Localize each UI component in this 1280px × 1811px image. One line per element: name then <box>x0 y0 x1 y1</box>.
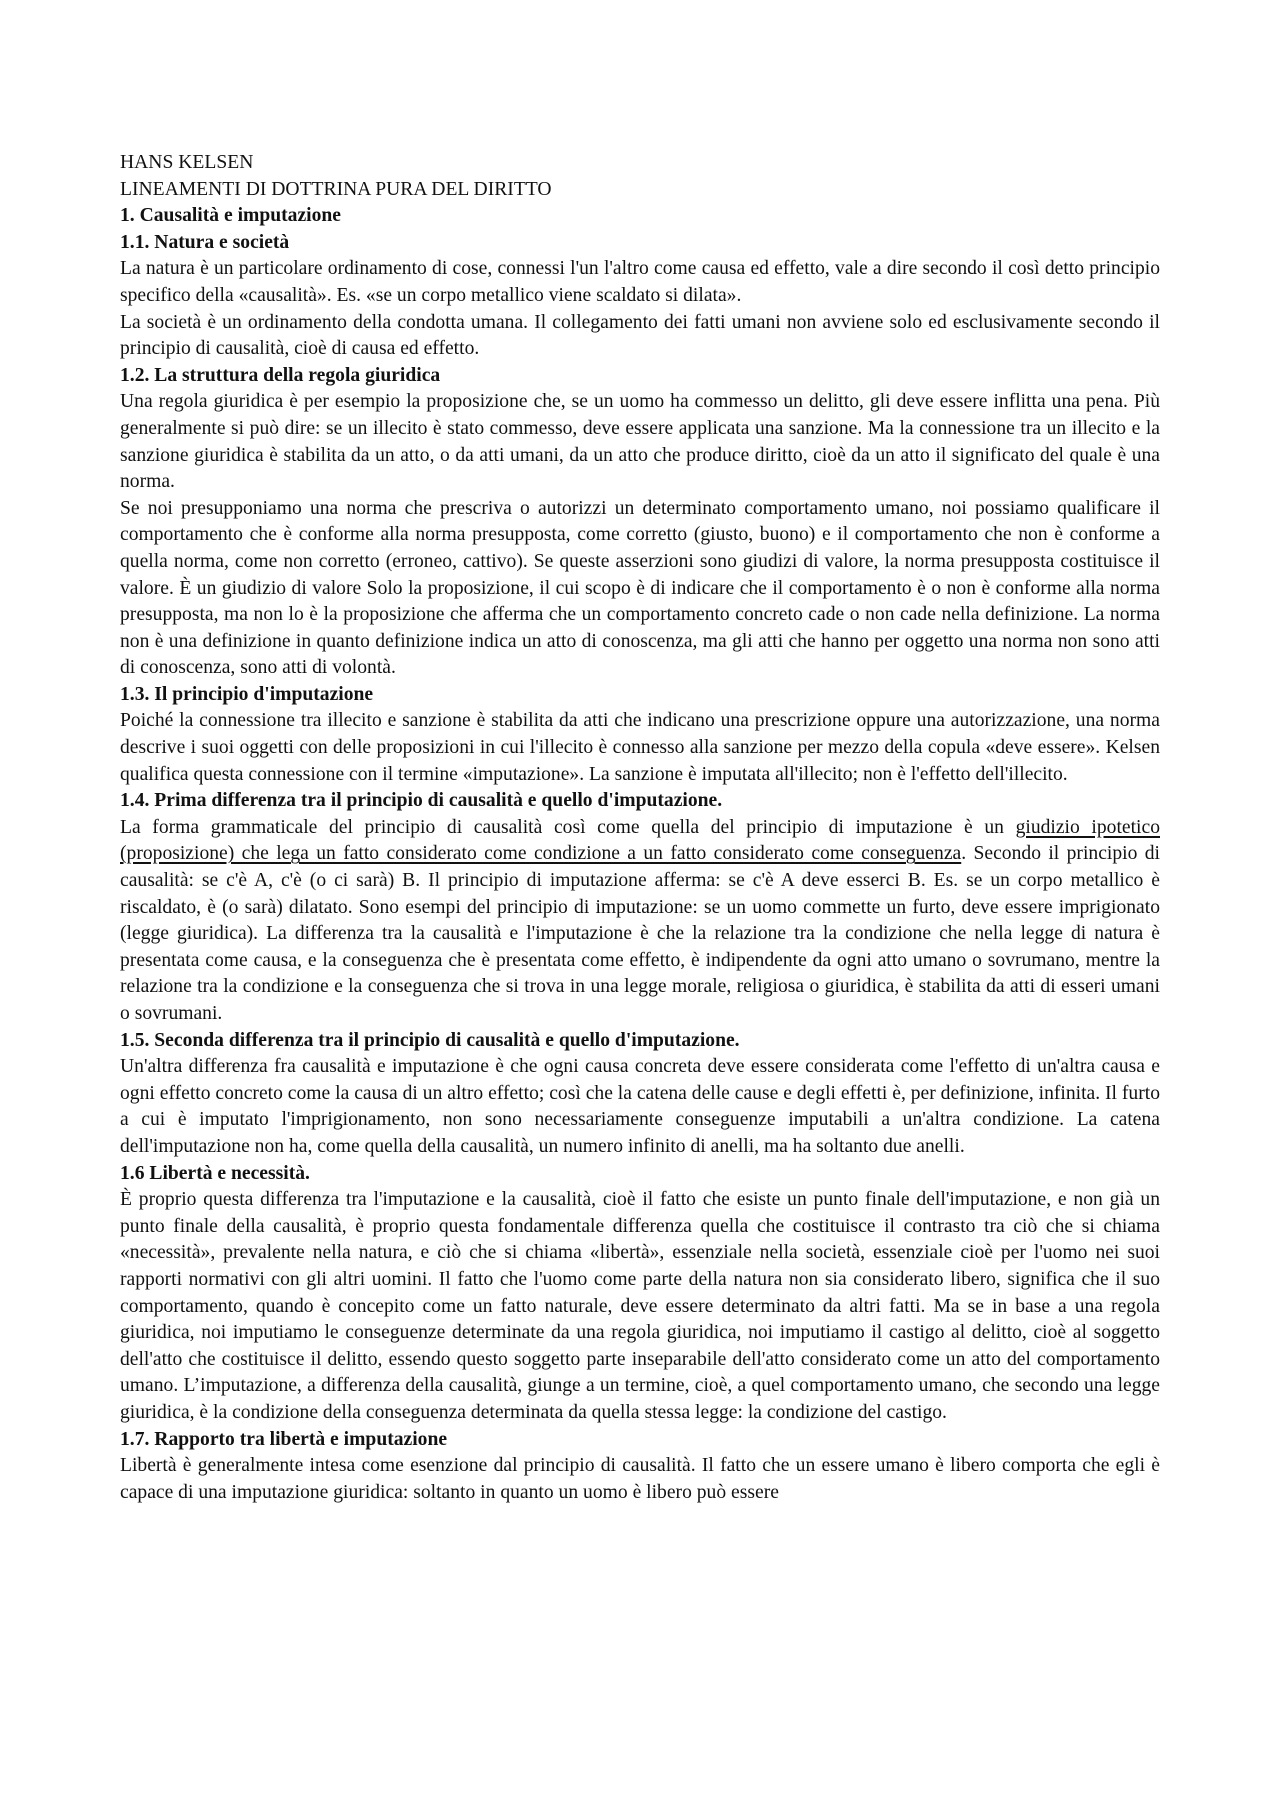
document-title: LINEAMENTI DI DOTTRINA PURA DEL DIRITTO <box>120 178 552 200</box>
paragraph-text: La forma grammaticale del principio di causalità così come quella del principio di imputazione è un <box>120 816 1016 838</box>
paragraph: La società è un ordinamento della condotta umana. Il collegamento dei fatti umani non avviene solo ed esclusivamente secondo il principio di causalità, cioè di causa ed effetto. <box>120 311 1160 360</box>
paragraph: Un'altra differenza fra causalità e imputazione è che ogni causa concreta deve essere considerata come l'effetto di un'altra causa e ogni effetto concreto come la causa di un altro effetto; così che la catena delle cause e degli effetti è, per definizione, infinita. Il furto a cui è imputato l'imprigionamento, non sono necessariamente conseguenze imputabili a un'altra condizione. La catena dell'imputazione non ha, come quella della causalità, un numero infinito di anelli, ma ha soltanto due anelli. <box>120 1056 1160 1157</box>
section-heading-1-3: 1.3. Il principio d'imputazione <box>120 683 374 705</box>
paragraph <box>120 815 1160 1028</box>
paragraph-text: . Secondo il principio di causalità: se c'è A, c'è (o ci sarà) B. Il principio di imputazione afferma: se c'è A deve esserci B. Es. se un corpo metallico è riscaldato, è (o sarà) dilatato. Sono esempi del principio di imputazione: se un uomo commette un furto, deve essere imprigionato (legge giuridica). La differenza tra la causalità e l'imputazione è che la relazione tra la condizione che nella legge di natura è presentata come causa, e la conseguenza che è presentata come effetto, è indipendente da ogni atto umano o sovrumano, mentre la relazione tra la condizione e la conseguenza che si trova in una legge morale, religiosa o giuridica, è stabilita da atti di esseri umani o sovrumani. <box>120 843 1160 1024</box>
paragraph: Poiché la connessione tra illecito e sanzione è stabilita da atti che indicano una prescrizione oppure una autorizzazione, una norma descrive i suoi oggetti con delle proposizioni in cui l'illecito è connesso alla sanzione per mezzo della copula «deve essere». Kelsen qualifica questa connessione con il termine «imputazione». La sanzione è imputata all'illecito; non è l'effetto dell'illecito. <box>120 710 1160 785</box>
chapter-heading: 1. Causalità e imputazione <box>120 205 341 227</box>
section-heading-1-7: 1.7. Rapporto tra libertà e imputazione <box>120 1428 448 1450</box>
paragraph: Libertà è generalmente intesa come esenzione dal principio di causalità. Il fatto che un essere umano è libero comporta che egli è capace di una imputazione giuridica: soltanto in quanto un uomo è libero può essere <box>120 1455 1160 1503</box>
paragraph: Se noi presupponiamo una norma che prescriva o autorizzi un determinato comportamento umano, noi possiamo qualificare il comportamento che è conforme alla norma presupposta, come corretto (giusto, buono) e il comportamento che non è conforme a quella norma, come non corretto (erroneo, cattivo). Se queste asserzioni sono giudizi di valore, la norma presupposta costituisce il valore. È un giudizio di valore Solo la proposizione, il cui scopo è di indicare che il comportamento è o non è conforme alla norma presupposta, ma non lo è la proposizione che afferma che un comportamento concreto cade o non cade nella definizione. La norma non è una definizione in quanto definizione indica un atto di conoscenza, ma gli atti che hanno per oggetto una norma non sono atti di conoscenza, sono atti di volontà. <box>120 497 1160 679</box>
section-heading-1-1: 1.1. Natura e società <box>120 231 290 253</box>
paragraph: Una regola giuridica è per esempio la proposizione che, se un uomo ha commesso un delitto, gli deve essere inflitta una pena. Più generalmente si può dire: se un illecito è stato commesso, deve essere applicata una sanzione. Ma la connessione tra un illecito e la sanzione giuridica è stabilita da un atto, o da atti umani, da un atto che produce diritto, cioè da un atto il significato del quale è una norma. <box>120 391 1160 493</box>
document-page <box>120 150 1160 1506</box>
author-name: HANS KELSEN <box>120 152 254 173</box>
section-heading-1-5: 1.5. Seconda differenza tra il principio di causalità e quello d'imputazione. <box>120 1029 740 1051</box>
paragraph: La natura è un particolare ordinamento di cose, connessi l'un l'altro come causa ed effetto, vale a dire secondo il così detto principio specifico della «causalità». Es. «se un corpo metallico viene scaldato si dilata». <box>120 258 1160 306</box>
paragraph: È proprio questa differenza tra l'imputazione e la causalità, cioè il fatto che esiste un punto finale dell'imputazione, e non già un punto finale della causalità, è proprio questa fondamentale differenza quella che costituisce il contrasto tra ciò che si chiama «necessità», prevalente nella natura, e ciò che si chiama «libertà», essenziale nella società, essenziale cioè per l'uomo nei suoi rapporti normativi con gli altri uomini. Il fatto che l'uomo come parte della natura non sia considerato libero, significa che il suo comportamento, quando è concepito come un fatto naturale, deve essere determinato da altri fatti. Ma se in base a una regola giuridica, noi imputiamo le conseguenze determinate da una regola giuridica, noi imputiamo il castigo al delitto, cioè al soggetto dell'atto che costituisce il delitto, essendo questo soggetto parte inseparabile dell'atto considerato come un atto del comportamento umano. L’imputazione, a differenza della causalità, giunge a un termine, cioè, a quel comportamento umano, che secondo una legge giuridica, è la condizione della conseguenza determinata da quella stessa legge: la condizione del castigo. <box>120 1189 1160 1423</box>
section-heading-1-2: 1.2. La struttura della regola giuridica <box>120 364 441 386</box>
section-heading-1-4: 1.4. Prima differenza tra il principio di causalità e quello d'imputazione. <box>120 790 723 812</box>
underlined-text: giudizio ipotetico (proposizione) che lega un fatto considerato come condizione a un fatto considerato come conseguenza <box>120 816 1160 865</box>
section-heading-1-6: 1.6 Libertà e necessità. <box>120 1162 310 1184</box>
